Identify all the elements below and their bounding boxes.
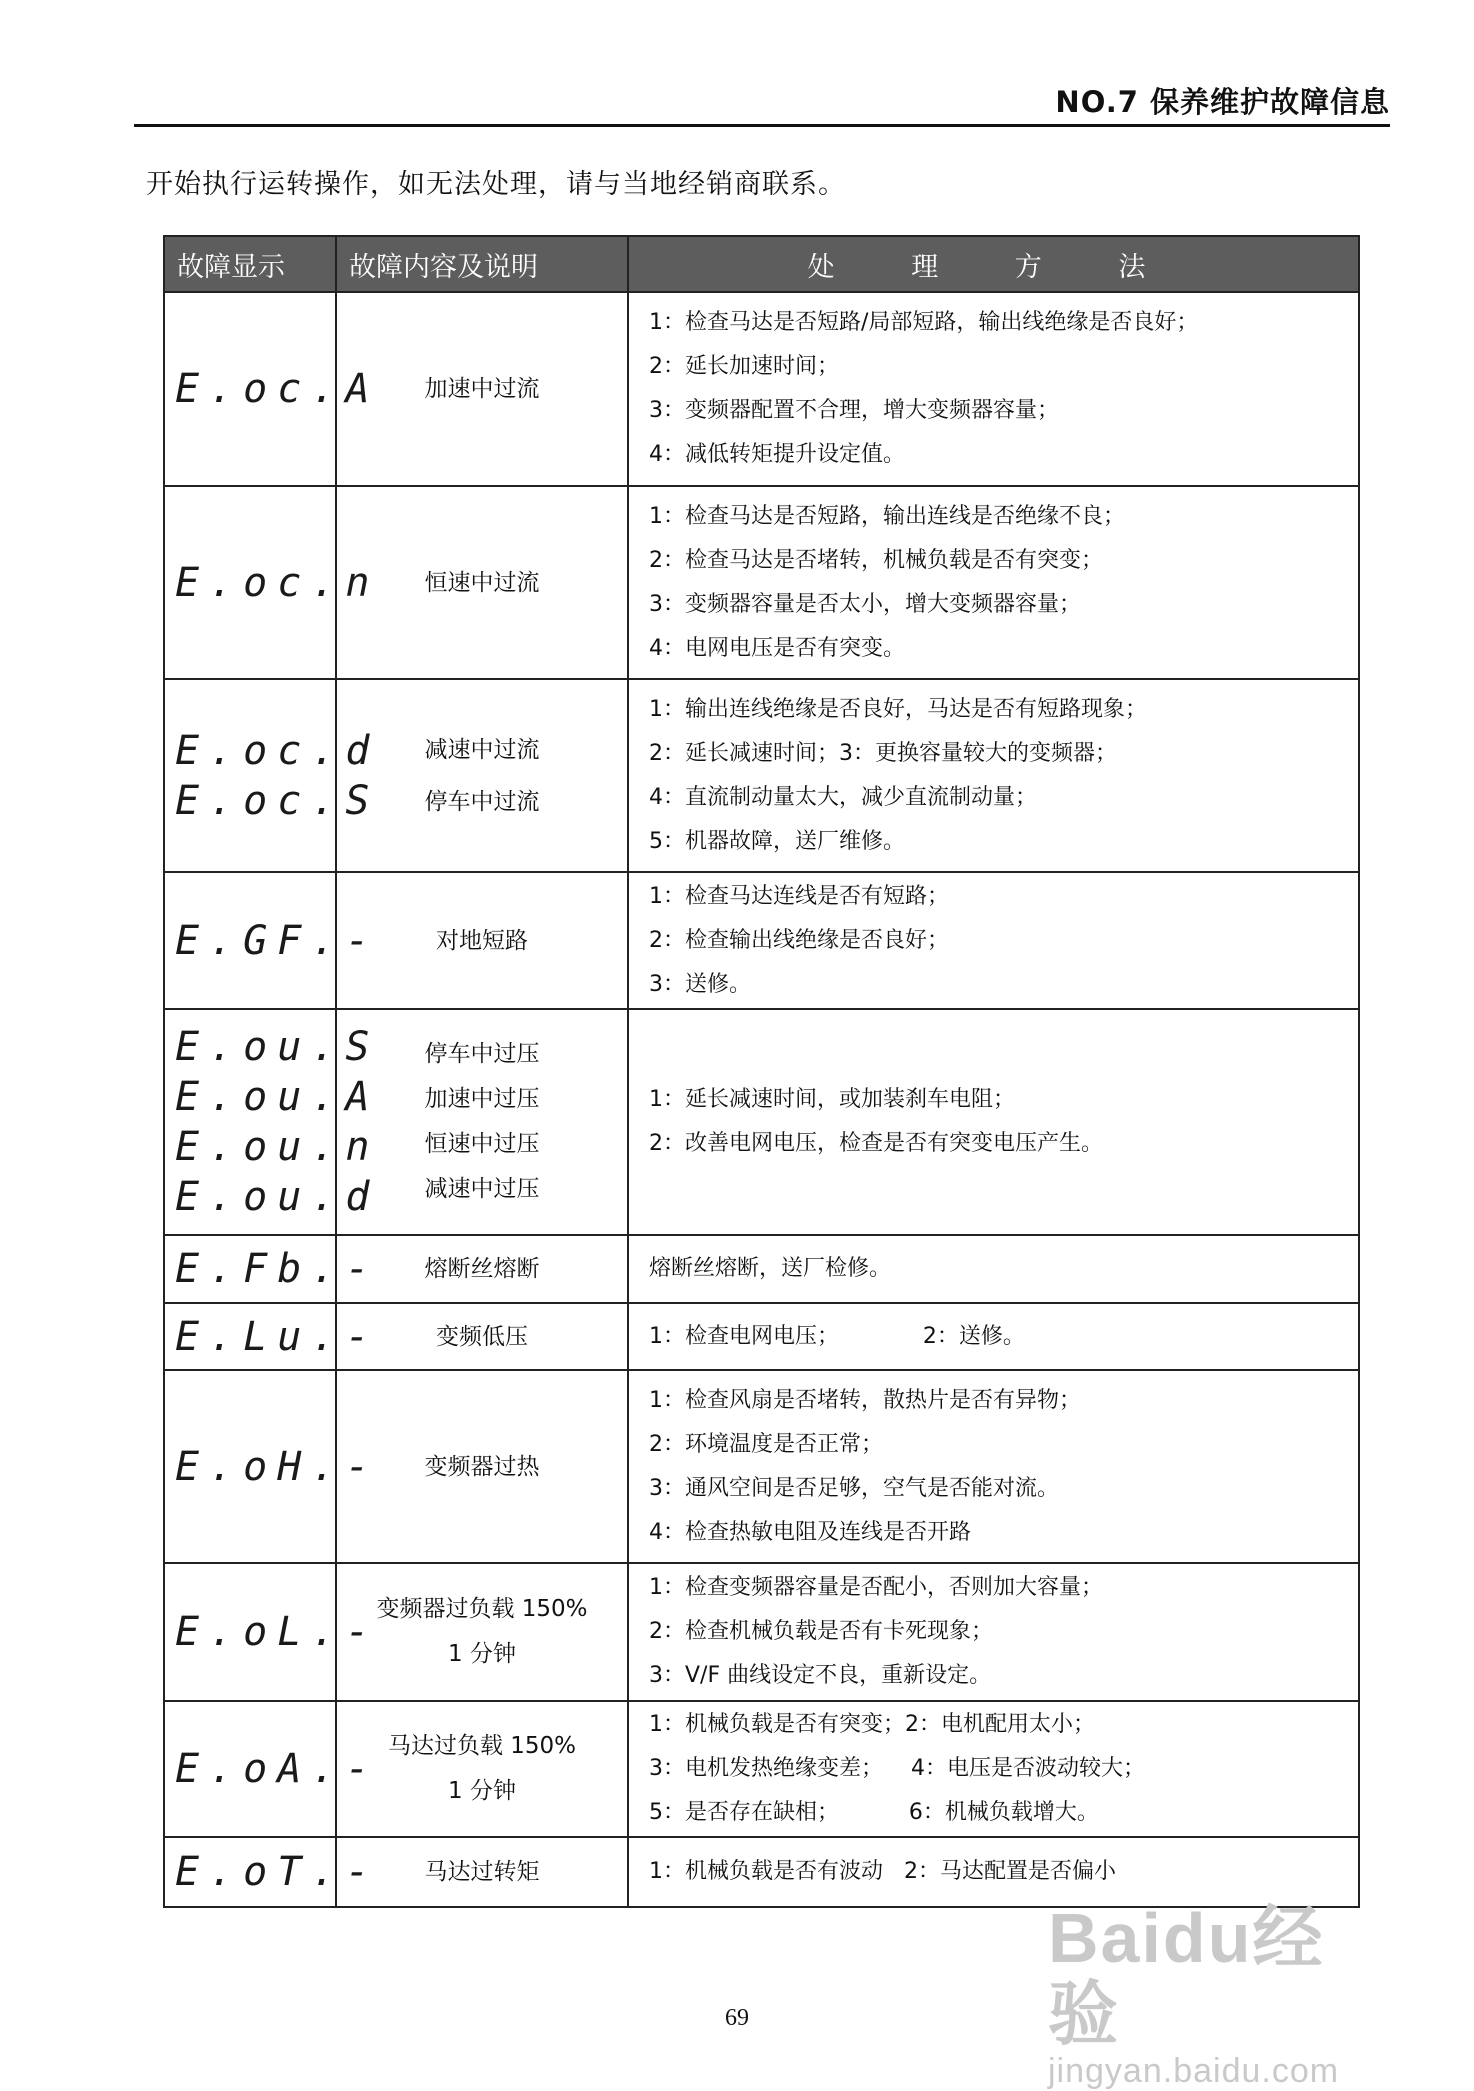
fault-code: E.oc.A	[175, 366, 380, 412]
watermark-url: jingyan.baidu.com	[1048, 2052, 1340, 2090]
fault-code: E.oc.n	[175, 559, 380, 606]
method-line: 3：送修。	[649, 971, 751, 997]
header-title: NO.7 保养维护故障信息	[1055, 85, 1390, 119]
fault-desc: 变频低压	[436, 1323, 528, 1350]
method-cell	[628, 292, 1359, 486]
fault-desc: 加速中过压	[424, 1086, 540, 1112]
method-cell	[628, 679, 1359, 872]
table-row	[164, 1701, 1359, 1837]
fault-code: E.ou.A	[175, 1074, 380, 1120]
method-line: 2：延长加速时间；	[649, 354, 839, 379]
fault-code: E.ou.S	[175, 1024, 380, 1070]
fault-code: E.Fb.-	[175, 1246, 380, 1292]
fault-code: E.GF.-	[175, 917, 380, 964]
method-line: 3：变频器配置不合理，增大变频器容量；	[649, 398, 1059, 423]
fault-desc-cell	[336, 679, 628, 872]
fault-code-cell	[164, 1009, 380, 1235]
method-cell	[628, 1701, 1359, 1837]
method-line: 5：是否存在缺相； 6：机械负载增大。	[649, 1800, 1099, 1825]
method-line: 3：通风空间是否足够，空气是否能对流。	[649, 1475, 1059, 1501]
fault-desc: 减速中过流	[424, 736, 540, 763]
fault-code-cell	[164, 1563, 380, 1701]
method-cell	[628, 1837, 1359, 1907]
fault-desc: 1 分钟	[448, 1778, 516, 1804]
fault-code: E.oA.-	[175, 1746, 380, 1792]
method-line: 1：输出连线绝缘是否良好，马达是否有短路现象；	[649, 696, 1147, 722]
header-fault-display: 故障显示	[164, 236, 336, 292]
table-row	[164, 1370, 1359, 1563]
method-line: 1：检查马达连线是否有短路；	[649, 883, 949, 909]
fault-code: E.Lu.-	[175, 1313, 380, 1360]
fault-code: E.oH.-	[175, 1443, 380, 1490]
method-line: 2：改善电网电压，检查是否有突变电压产生。	[649, 1131, 1103, 1156]
header-rule	[134, 124, 1390, 127]
table-row	[164, 1235, 1359, 1303]
fault-code-cell	[164, 1235, 380, 1303]
method-cell	[628, 1370, 1359, 1563]
table-row	[164, 486, 1359, 679]
method-line: 4：检查热敏电阻及连线是否开路	[649, 1519, 971, 1545]
method-line: 5：机器故障，送厂维修。	[649, 828, 905, 854]
fault-code-cell	[164, 679, 380, 872]
table-row	[164, 679, 1359, 872]
fault-desc: 变频器过负载 150%	[376, 1596, 588, 1622]
table-header-row	[164, 236, 1359, 292]
fault-desc: 熔断丝熔断	[424, 1256, 540, 1282]
method-cell	[628, 872, 1359, 1009]
method-line: 1：延长减速时间，或加装刹车电阻；	[649, 1087, 1015, 1112]
fault-code-cell	[164, 292, 380, 486]
method-line: 1：检查马达是否短路/局部短路，输出线绝缘是否良好；	[649, 310, 1199, 335]
fault-desc: 停车中过压	[424, 1041, 540, 1067]
fault-code-cell	[164, 1370, 380, 1563]
method-cell	[628, 1303, 1359, 1370]
fault-desc-cell	[336, 1370, 628, 1563]
table-row	[164, 872, 1359, 1009]
watermark-brand: Baidu经验	[1048, 1899, 1325, 2053]
method-line: 2：检查马达是否堵转，机械负载是否有突变；	[649, 547, 1103, 573]
fault-code-cell	[164, 1303, 380, 1370]
fault-desc: 1 分钟	[448, 1641, 516, 1667]
method-line: 3：V/F 曲线设定不良，重新设定。	[649, 1663, 992, 1688]
method-line: 1：检查变频器容量是否配小，否则加大容量；	[649, 1575, 1103, 1600]
fault-code-cell	[164, 486, 380, 679]
fault-desc: 恒速中过压	[424, 1131, 540, 1157]
fault-desc: 减速中过压	[424, 1176, 540, 1202]
table-row	[164, 1563, 1359, 1701]
method-line: 4：电网电压是否有突变。	[649, 635, 905, 661]
fault-desc: 马达过转矩	[424, 1859, 540, 1885]
method-line: 4：直流制动量太大，减少直流制动量；	[649, 784, 1037, 810]
method-cell	[628, 486, 1359, 679]
page-number: 69	[725, 2005, 749, 2031]
fault-desc-cell	[336, 1303, 628, 1370]
fault-code: E.oc.d	[175, 727, 380, 774]
table-row	[164, 1303, 1359, 1370]
method-line: 熔断丝熔断，送厂检修。	[649, 1256, 892, 1281]
fault-code: E.ou.n	[175, 1124, 380, 1170]
fault-desc: 变频器过热	[424, 1453, 540, 1480]
fault-code: E.oT.-	[175, 1849, 380, 1895]
fault-desc: 停车中过流	[424, 788, 540, 815]
fault-desc-cell	[336, 292, 628, 486]
method-line: 1：检查风扇是否堵转，散热片是否有异物；	[649, 1387, 1081, 1413]
fault-desc-cell	[336, 872, 628, 1009]
fault-code: E.ou.d	[175, 1174, 380, 1220]
fault-desc-cell	[336, 486, 628, 679]
fault-code-cell	[164, 1701, 380, 1837]
table-row	[164, 1009, 1359, 1235]
fault-desc: 马达过负载 150%	[387, 1733, 577, 1759]
method-cell	[628, 1235, 1359, 1303]
header-fault-description: 故障内容及说明	[336, 236, 628, 292]
fault-desc-cell	[336, 1563, 628, 1701]
method-line: 2：检查机械负载是否有卡死现象；	[649, 1619, 993, 1644]
method-line: 4：减低转矩提升设定值。	[649, 442, 905, 467]
method-line: 2：检查输出线绝缘是否良好；	[649, 927, 949, 953]
header-handling-method: 处 理 方 法	[628, 236, 1359, 292]
fault-desc: 对地短路	[436, 927, 528, 954]
fault-code-cell	[164, 872, 380, 1009]
method-line: 1：机械负载是否有波动 2：马达配置是否偏小	[649, 1859, 1116, 1884]
method-line: 2：延长减速时间；3：更换容量较大的变频器；	[649, 740, 1117, 766]
method-cell	[628, 1009, 1359, 1235]
method-line: 1：检查电网电压； 2：送修。	[649, 1323, 1025, 1349]
method-line: 2：环境温度是否正常；	[649, 1431, 883, 1457]
method-line: 1：检查马达是否短路，输出连线是否绝缘不良；	[649, 503, 1125, 529]
fault-code: E.oL.-	[175, 1609, 380, 1655]
method-cell	[628, 1563, 1359, 1701]
fault-desc-cell	[336, 1837, 628, 1907]
fault-desc: 恒速中过流	[424, 569, 540, 596]
fault-desc-cell	[336, 1235, 628, 1303]
method-line: 1：机械负载是否有突变；2：电机配用太小；	[649, 1712, 1095, 1737]
fault-desc-cell	[336, 1009, 628, 1235]
intro-text: 开始执行运转操作，如无法处理，请与当地经销商联系。	[146, 169, 846, 200]
fault-code: E.oc.S	[175, 777, 380, 824]
fault-desc-cell	[336, 1701, 628, 1837]
fault-code-cell	[164, 1837, 380, 1907]
method-line: 3：电机发热绝缘变差； 4：电压是否波动较大；	[649, 1756, 1145, 1781]
fault-table	[163, 235, 1360, 1908]
method-line: 3：变频器容量是否太小，增大变频器容量；	[649, 591, 1081, 617]
table-row	[164, 292, 1359, 486]
table-row	[164, 1837, 1359, 1907]
fault-desc: 加速中过流	[424, 376, 540, 402]
